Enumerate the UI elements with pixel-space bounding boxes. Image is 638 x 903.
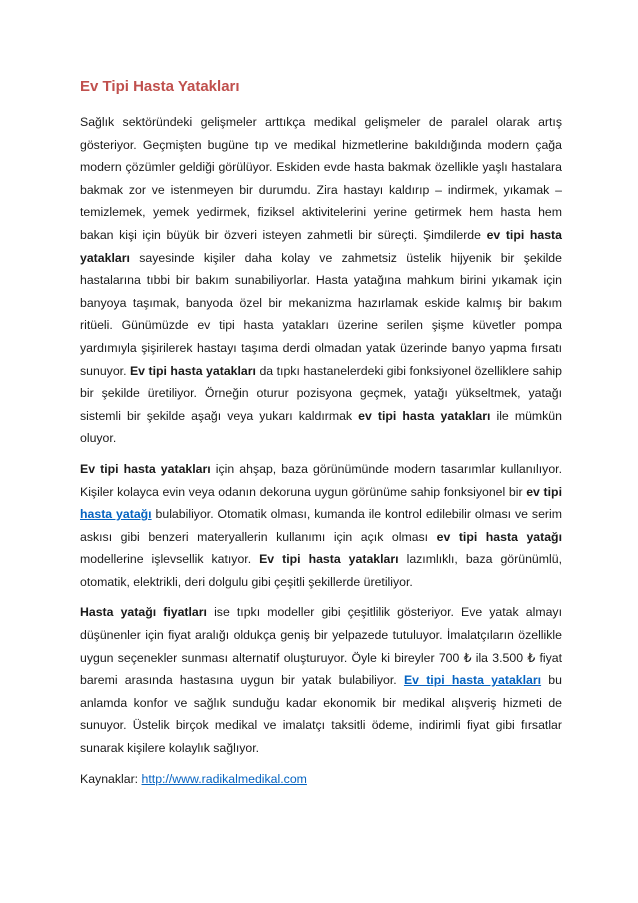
document-body xyxy=(80,111,562,760)
bold-keyword: ev tipi hasta yatağı xyxy=(436,529,562,544)
text-run: ise tıpkı modeller gibi çeşitlilik gösteriyor. Eve yatak almayı düşünenler için fiyat aralığı oldukça geniş bir yelpazede tutuluyor. İmalatçıların özellikle uygun seçenekler sunması alternatif oluşturuyor. Öyle ki bireyler 700 ₺ ila 3.500 ₺ fiyat baremi arasında hastasına uygun bir yatak bulabiliyor. xyxy=(80,605,562,688)
paragraph-1 xyxy=(80,111,562,450)
text-run: bulabiliyor. Otomatik olması, kumanda ile kontrol edilebilir olması ve serim askısı gibi benzeri materyallerin kullanımı için açık olması xyxy=(80,507,562,544)
bold-keyword: Ev tipi hasta yatakları xyxy=(80,461,211,476)
text-run: sayesinde kişiler daha kolay ve zahmetsiz üstelik hijyenik bir şekilde hastalarına tıbbi bir bakım sunabiliyorlar. Hasta yatağına mahkum birini yıkamak için banyoya taşımak, banyoda özel bir mekanizma hazırlamak eskide kalmış bir bakım ritüeli. Günümüzde ev tipi hasta yatakları üzerine serilen şişme küvetler pompa yardımıyla şişirilerek hastayı taşıma derdi olmadan yatak üzerinde banyo yapma fırsatı sunuyor. xyxy=(80,250,562,378)
text-run: bu anlamda konfor ve sağlık sunduğu kadar ekonomik bir medikal alışveriş hizmeti de sunuyor. Üstelik birçok medikal ve imalatçı taksitli ödeme, indirimli fiyat gibi fırsatlar sunarak kişilere kolaylık sağlıyor. xyxy=(80,673,562,756)
bold-keyword: ev tipi hasta yatakları xyxy=(358,408,491,423)
text-run: Sağlık sektöründeki gelişmeler arttıkça medikal gelişmeler de paralel olarak artış gösteriyor. Geçmişten bugüne tıp ve medikal hizmetlerine bakıldığında modern çağa modern çözümler geldiği görülüyor. Eskiden evde hasta bakmak özellikle yaşlı hastalara bakmak zor ve istenmeyen bir durumdu. Zira hastayı kaldırıp – indirmek, yıkamak – temizlemek, yemek yedirmek, fiziksel aktivitelerini yerine getirmek hem hasta hem bakan kişi için büyük bir özveri isteyen zahmetli bir süreçti. Şimdilerde xyxy=(80,115,562,242)
bold-keyword: ev tipi xyxy=(526,484,562,499)
bold-keyword: Ev tipi hasta yatakları xyxy=(129,363,256,378)
document-title: Ev Tipi Hasta Yatakları xyxy=(80,78,240,95)
sources-label: Kaynaklar: xyxy=(80,771,142,786)
bold-keyword: Ev tipi hasta yatakları xyxy=(259,552,399,567)
text-run: modellerine işlevsellik katıyor. xyxy=(80,552,260,567)
keyword-link[interactable]: Ev tipi hasta yatakları xyxy=(403,673,542,688)
text-run: için ahşap, baza görünümünde modern tasarımlar kullanılıyor. Kişiler kolayca evin veya odanın dekoruna uygun görünüme sahip fonksiyonel bir xyxy=(80,461,562,499)
paragraph-2 xyxy=(80,458,562,594)
document-page xyxy=(80,78,562,790)
keyword-link[interactable]: hasta yatağı xyxy=(80,507,152,522)
bold-keyword: ev tipi hasta yatakları xyxy=(80,227,562,265)
text-run: da tıpkı hastanelerdeki gibi fonksiyonel özelliklere sahip bir şekilde üretiliyor. Örneğin oturur pozisyona geçmek, yatağı yükseltmek, yatağı sistemli bir şekilde aşağı veya yukarı kaldırmak xyxy=(80,363,563,423)
text-run: lazımlıklı, baza görünümlü, otomatik, elektrikli, deri dolgulu gibi çeşitli şekillerde üretiliyor. xyxy=(80,552,562,589)
sources-line xyxy=(80,768,562,791)
source-link[interactable]: http://www.radikalmedikal.com xyxy=(141,771,307,786)
bold-keyword: Hasta yatağı fiyatları xyxy=(80,605,207,620)
paragraph-3 xyxy=(80,601,562,759)
text-run: ile mümkün oluyor. xyxy=(80,408,562,446)
